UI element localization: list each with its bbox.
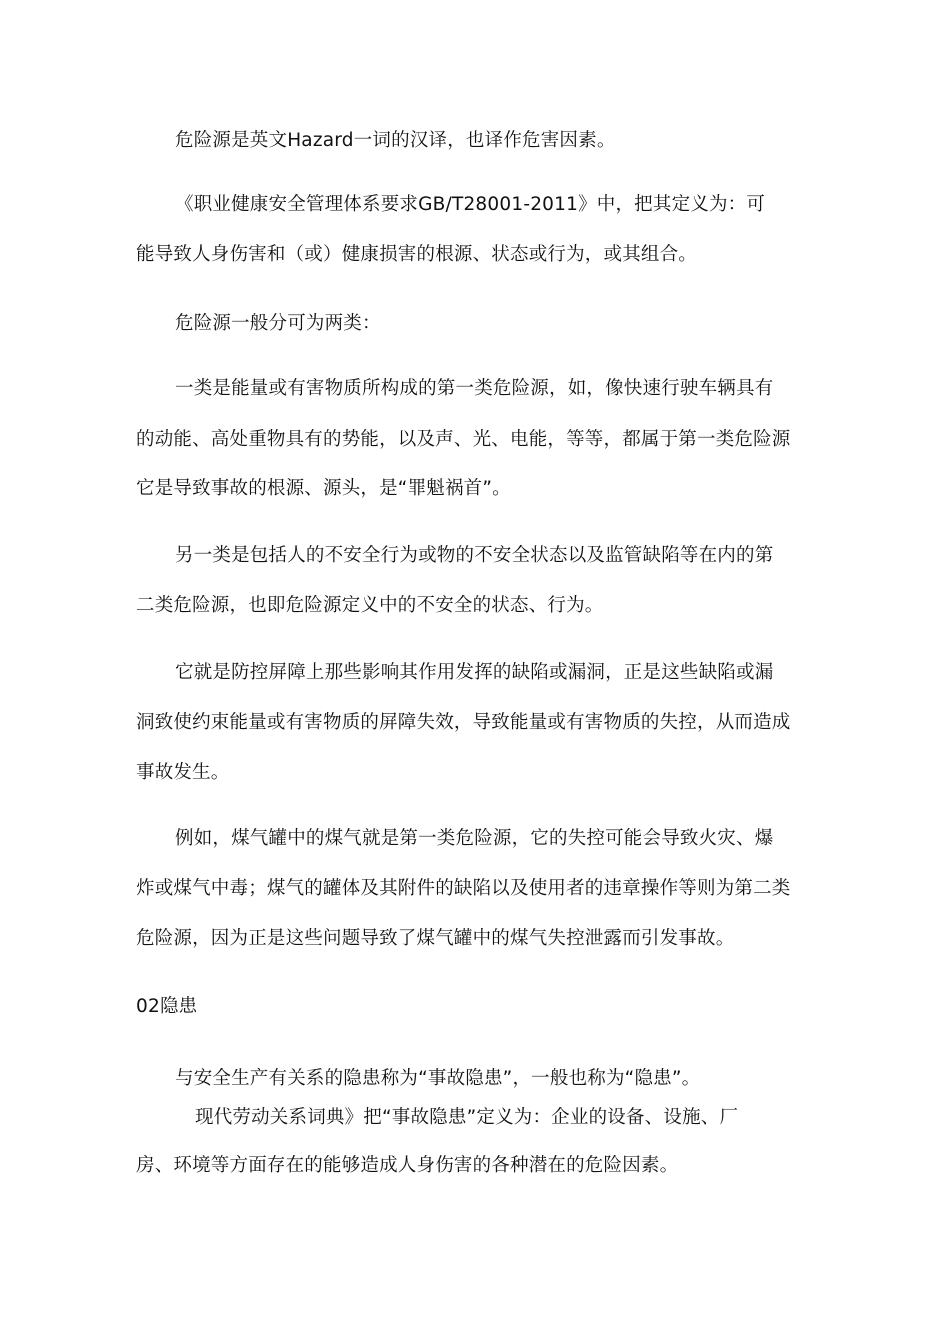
paragraph-example-line-1: 例如，煤气罐中的煤气就是第一类危险源，它的失控可能会导致火灾、爆 (175, 828, 774, 849)
section-heading-hidden-danger: 02隐患 (136, 996, 198, 1017)
paragraph-hidden-danger-intro: 与安全生产有关系的隐患称为“事故隐患”，一般也称为“隐患”。 (175, 1068, 701, 1089)
paragraph-dictionary-line-2: 房、环境等方面存在的能够造成人身伤害的各种潜在的危险因素。 (136, 1155, 679, 1176)
paragraph-type-two-line-2: 二类危险源，也即危险源定义中的不安全的状态、行为。 (136, 595, 604, 616)
paragraph-barrier-line-3: 事故发生。 (136, 762, 230, 783)
paragraph-type-one-line-3: 它是导致事故的根源、源头，是“罪魁祸首”。 (136, 478, 511, 499)
paragraph-definition-line-1: 《职业健康安全管理体系要求GB/T28001-2011》中，把其定义为：可 (175, 194, 766, 215)
paragraph-type-two-line-1: 另一类是包括人的不安全行为或物的不安全状态以及监管缺陷等在内的第 (175, 545, 774, 566)
paragraph-hazard-intro: 危险源是英文Hazard一词的汉译，也译作危害因素。 (175, 130, 616, 151)
paragraph-dictionary-line-1: 现代劳动关系词典》把“事故隐患”定义为：企业的设备、设施、厂 (195, 1107, 739, 1128)
paragraph-example-line-3: 危险源，因为正是这些问题导致了煤气罐中的煤气失控泄露而引发事故。 (136, 928, 735, 949)
paragraph-type-one-line-2: 的动能、高处重物具有的势能，以及声、光、电能，等等，都属于第一类危险源 (136, 429, 791, 450)
paragraph-example-line-2: 炸或煤气中毒；煤气的罐体及其附件的缺陷以及使用者的违章操作等则为第二类 (136, 878, 791, 899)
paragraph-definition-line-2: 能导致人身伤害和（或）健康损害的根源、状态或行为，或其组合。 (136, 244, 698, 265)
paragraph-barrier-line-1: 它就是防控屏障上那些影响其作用发挥的缺陷或漏洞，正是这些缺陷或漏 (175, 662, 774, 683)
paragraph-type-one-line-1: 一类是能量或有害物质所构成的第一类危险源，如，像快速行驶车辆具有 (175, 378, 774, 399)
paragraph-barrier-line-2: 洞致使约束能量或有害物质的屏障失效，导致能量或有害物质的失控，从而造成 (136, 712, 791, 733)
paragraph-two-types: 危险源一般分可为两类： (175, 313, 381, 334)
